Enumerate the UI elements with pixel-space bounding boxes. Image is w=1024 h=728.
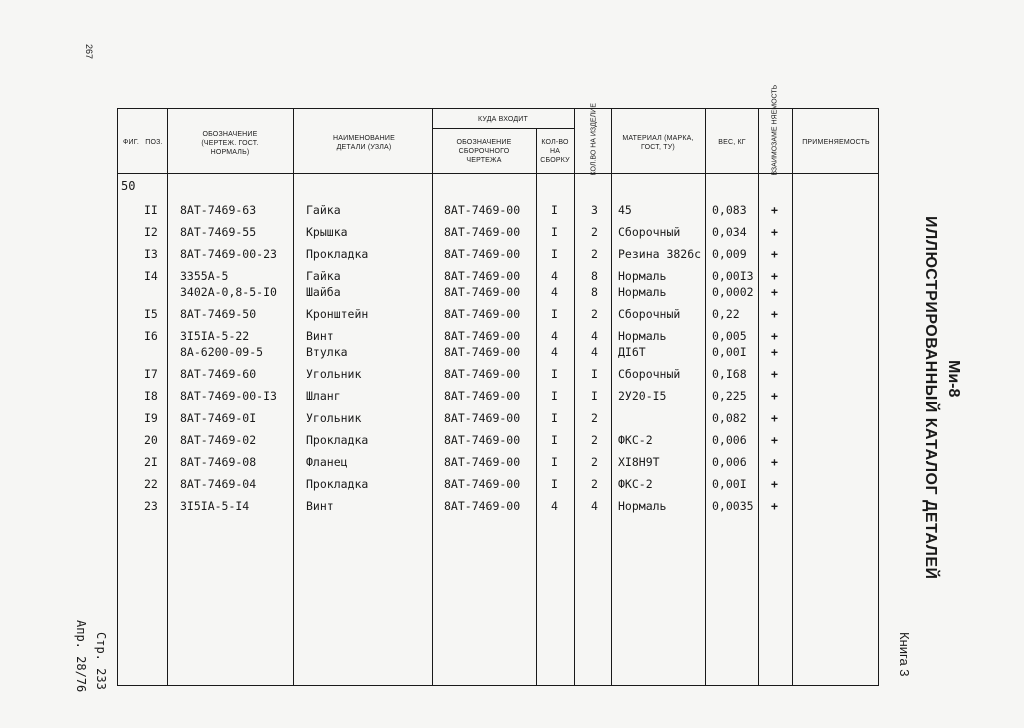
row-material: Сборочный [618, 367, 681, 381]
row-assembly: 8АТ-7469-00 [444, 367, 521, 381]
row-designation: 8АТ-7469-02 [180, 433, 257, 447]
row-qty-assembly: I [551, 477, 558, 491]
row-weight: 0,006 [712, 433, 747, 447]
row-assembly: 8АТ-7469-00 [444, 433, 521, 447]
row-interchange-mark: + [771, 247, 778, 261]
row-pos: I2 [144, 225, 158, 239]
row-weight: 0,00I [712, 345, 747, 359]
row-qty-assembly: I [551, 367, 558, 381]
row-material: ФКС-2 [618, 433, 653, 447]
row-weight: 0,0035 [712, 499, 754, 513]
row-pos: I6 [144, 329, 158, 343]
row-weight: 0,082 [712, 411, 747, 425]
row-designation: 3I5IА-5-22 [180, 329, 250, 343]
row-interchange-mark: + [771, 203, 778, 217]
row-assembly: 8АТ-7469-00 [444, 247, 521, 261]
row-weight: 0,00I3 [712, 269, 754, 283]
header-fig: ФИГ. [122, 138, 140, 146]
header-pos: ПОЗ. [145, 138, 163, 146]
row-designation: 3402А-0,8-5-I0 [180, 285, 277, 299]
row-qty-product: 2 [591, 225, 598, 239]
row-qty-assembly: 4 [551, 499, 558, 513]
row-qty-product: 2 [591, 411, 598, 425]
row-interchange-mark: + [771, 367, 778, 381]
row-interchange-mark: + [771, 455, 778, 469]
row-part-name: Винт [306, 329, 334, 343]
header-weight: ВЕС, КГ [718, 138, 746, 146]
row-weight: 0,22 [712, 307, 740, 321]
row-part-name: Фланец [306, 455, 348, 469]
header-interchange: ВЗАИМОЗАМЕ НЯЕМОСТЬ [771, 84, 779, 176]
row-assembly: 8АТ-7469-00 [444, 477, 521, 491]
row-weight: 0,083 [712, 203, 747, 217]
date-reference: Апр. 28/76 [74, 620, 88, 693]
row-qty-product: 2 [591, 307, 598, 321]
row-designation: 8АТ-7469-63 [180, 203, 257, 217]
row-interchange-mark: + [771, 269, 778, 283]
row-pos: 2I [144, 455, 158, 469]
row-pos: I8 [144, 389, 158, 403]
page-number: 267 [84, 44, 94, 60]
row-assembly: 8АТ-7469-00 [444, 345, 521, 359]
row-material: 45 [618, 203, 632, 217]
row-designation: 8АТ-7469-04 [180, 477, 257, 491]
catalog-title: ИЛЛЮСТРИРОВАННЫЙ КАТАЛОГ ДЕТАЛЕЙ [922, 216, 939, 580]
row-qty-assembly: 4 [551, 329, 558, 343]
row-designation: 8АТ-7469-0I [180, 411, 257, 425]
row-qty-product: 4 [591, 329, 598, 343]
row-designation: 3355А-5 [180, 269, 229, 283]
row-designation: 8АТ-7469-08 [180, 455, 257, 469]
row-designation: 8АТ-7469-60 [180, 367, 257, 381]
row-pos: 22 [144, 477, 158, 491]
row-qty-product: I [591, 367, 598, 381]
row-qty-assembly: I [551, 455, 558, 469]
row-qty-assembly: I [551, 247, 558, 261]
header-name: НАИМЕНОВАНИЕ ДЕТАЛИ (УЗЛА) [332, 135, 396, 151]
header-assembly-designation: ОБОЗНАЧЕНИЕ СБОРОЧНОГО ЧЕРТЕЖА [456, 138, 512, 164]
row-qty-product: 4 [591, 499, 598, 513]
row-pos: I7 [144, 367, 158, 381]
parts-table [117, 84, 879, 686]
row-interchange-mark: + [771, 411, 778, 425]
header-qty-product: КОЛ.ВО НА ИЗДЕЛИЕ [590, 103, 598, 176]
row-qty-assembly: 4 [551, 345, 558, 359]
row-material: Резина 3826с [618, 247, 702, 261]
row-interchange-mark: + [771, 285, 778, 299]
row-designation: 8АТ-7469-00-I3 [180, 389, 277, 403]
row-qty-assembly: 4 [551, 269, 558, 283]
row-qty-product: 2 [591, 247, 598, 261]
row-assembly: 8АТ-7469-00 [444, 307, 521, 321]
row-assembly: 8АТ-7469-00 [444, 455, 521, 469]
row-designation: 8А-6200-09-5 [180, 345, 264, 359]
row-pos: II [144, 203, 158, 217]
row-qty-product: 2 [591, 455, 598, 469]
row-part-name: Кронштейн [306, 307, 369, 321]
row-qty-assembly: 4 [551, 285, 558, 299]
row-assembly: 8АТ-7469-00 [444, 225, 521, 239]
row-weight: 0,005 [712, 329, 747, 343]
row-designation: 8АТ-7469-50 [180, 307, 257, 321]
book-label: Книга 3 [897, 632, 912, 677]
row-assembly: 8АТ-7469-00 [444, 329, 521, 343]
row-pos: I5 [144, 307, 158, 321]
row-interchange-mark: + [771, 345, 778, 359]
row-qty-product: I [591, 389, 598, 403]
row-part-name: Гайка [306, 203, 341, 217]
header-goes-into: КУДА ВХОДИТ [478, 115, 528, 123]
row-part-name: Гайка [306, 269, 341, 283]
row-material: ДI6Т [618, 345, 646, 359]
row-part-name: Прокладка [306, 477, 369, 491]
row-part-name: Втулка [306, 345, 348, 359]
header-applicability: ПРИМЕНЯЕМОСТЬ [802, 138, 870, 146]
row-interchange-mark: + [771, 477, 778, 491]
row-pos: I9 [144, 411, 158, 425]
page-reference: Стр. 233 [94, 632, 108, 690]
row-weight: 0,00I [712, 477, 747, 491]
row-material: ХI8Н9Т [618, 455, 660, 469]
row-assembly: 8АТ-7469-00 [444, 389, 521, 403]
row-material: Нормаль [618, 499, 667, 513]
row-part-name: Шайба [306, 285, 341, 299]
row-qty-assembly: I [551, 203, 558, 217]
row-material: Нормаль [618, 285, 667, 299]
row-weight: 0,009 [712, 247, 747, 261]
row-pos: 23 [144, 499, 158, 513]
row-weight: 0,0002 [712, 285, 754, 299]
row-qty-product: 3 [591, 203, 598, 217]
row-qty-product: 2 [591, 433, 598, 447]
row-interchange-mark: + [771, 307, 778, 321]
row-part-name: Прокладка [306, 247, 369, 261]
row-material: 2У20-I5 [618, 389, 667, 403]
aircraft-title: Ми-8 [945, 360, 962, 398]
figure-number: 50 [121, 179, 136, 193]
header-qty-assembly: КОЛ-ВО НА СБОРКУ [540, 138, 570, 164]
row-weight: 0,225 [712, 389, 747, 403]
row-qty-product: 4 [591, 345, 598, 359]
row-interchange-mark: + [771, 433, 778, 447]
row-qty-assembly: I [551, 307, 558, 321]
header-material: МАТЕРИАЛ (МАРКА, ГОСТ, ТУ) [622, 135, 694, 151]
row-material: Сборочный [618, 225, 681, 239]
row-qty-assembly: I [551, 389, 558, 403]
row-interchange-mark: + [771, 499, 778, 513]
row-part-name: Винт [306, 499, 334, 513]
header-designation: ОБОЗНАЧЕНИЕ (ЧЕРТЕЖ. ГОСТ. НОРМАЛЬ) [201, 130, 259, 156]
row-part-name: Угольник [306, 367, 362, 381]
row-weight: 0,006 [712, 455, 747, 469]
row-assembly: 8АТ-7469-00 [444, 203, 521, 217]
row-pos: 20 [144, 433, 158, 447]
row-weight: 0,034 [712, 225, 747, 239]
row-assembly: 8АТ-7469-00 [444, 499, 521, 513]
row-qty-assembly: I [551, 433, 558, 447]
row-designation: 8АТ-7469-55 [180, 225, 257, 239]
row-designation: 8АТ-7469-00-23 [180, 247, 277, 261]
row-qty-product: 2 [591, 477, 598, 491]
row-interchange-mark: + [771, 389, 778, 403]
row-qty-assembly: I [551, 411, 558, 425]
row-assembly: 8АТ-7469-00 [444, 269, 521, 283]
row-material: Нормаль [618, 269, 667, 283]
row-pos: I4 [144, 269, 158, 283]
row-material: ФКС-2 [618, 477, 653, 491]
row-designation: 3I5IА-5-I4 [180, 499, 250, 513]
row-material: Сборочный [618, 307, 681, 321]
row-qty-assembly: I [551, 225, 558, 239]
row-part-name: Шланг [306, 389, 341, 403]
row-part-name: Угольник [306, 411, 362, 425]
row-material: Нормаль [618, 329, 667, 343]
row-interchange-mark: + [771, 225, 778, 239]
row-assembly: 8АТ-7469-00 [444, 411, 521, 425]
row-interchange-mark: + [771, 329, 778, 343]
row-pos: I3 [144, 247, 158, 261]
row-weight: 0,I68 [712, 367, 747, 381]
row-assembly: 8АТ-7469-00 [444, 285, 521, 299]
row-part-name: Прокладка [306, 433, 369, 447]
row-qty-product: 8 [591, 269, 598, 283]
row-qty-product: 8 [591, 285, 598, 299]
row-part-name: Крышка [306, 225, 348, 239]
